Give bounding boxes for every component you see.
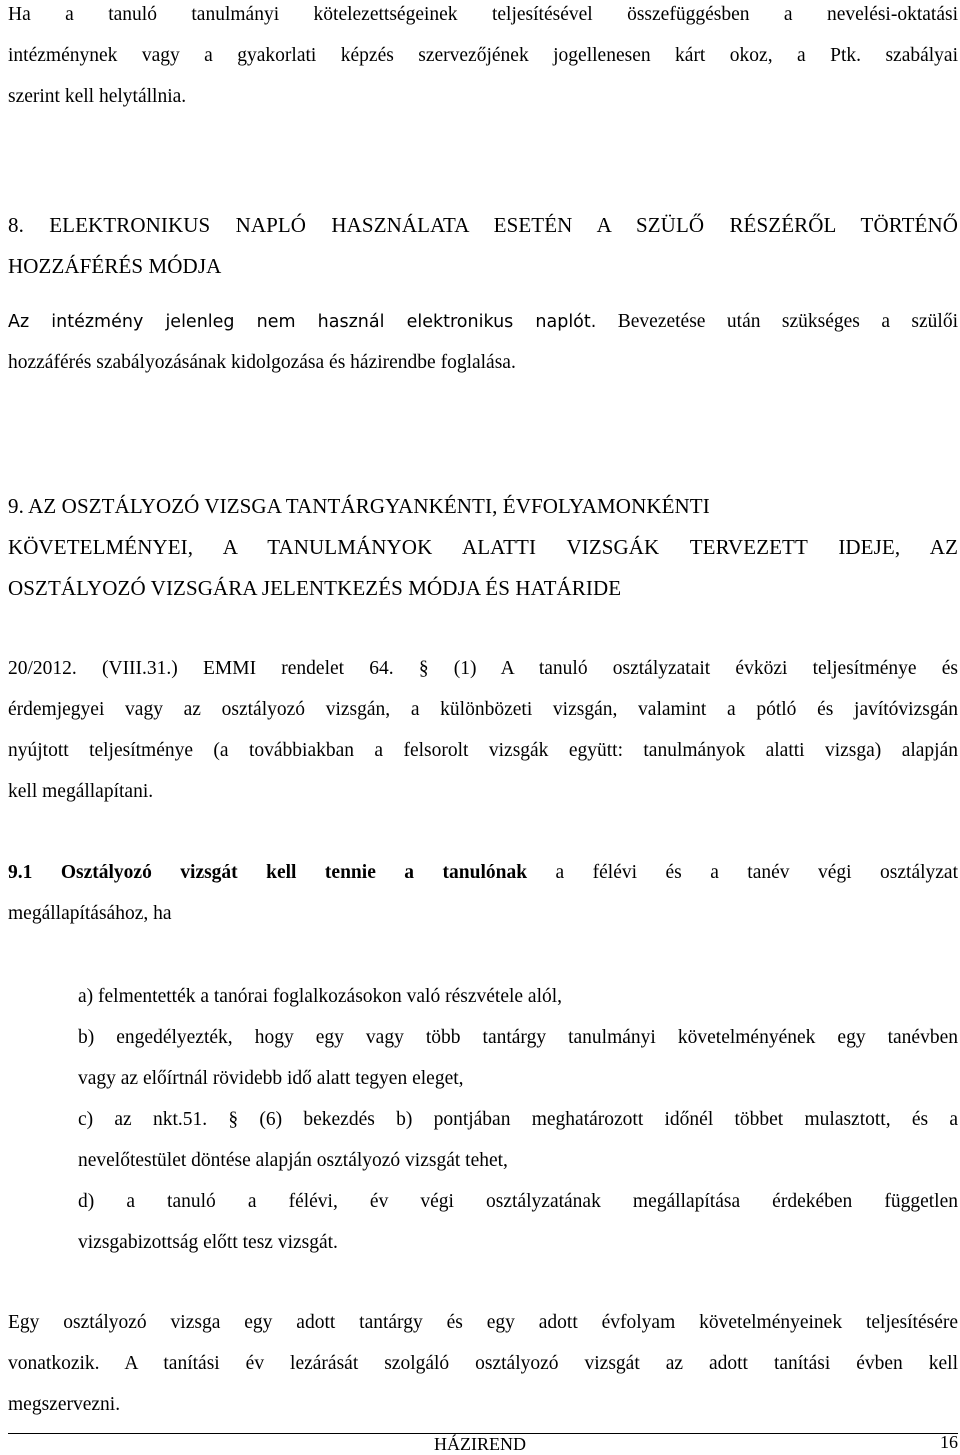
list-item-b: b) engedélyezték, hogy egy vagy több tantárgy tanulmányi követelményének egy tanévben: [78, 1027, 958, 1048]
heading-line: HOZZÁFÉRÉS MÓDJA: [8, 254, 222, 278]
paragraph-text: Bevezetése után szükséges a szülői: [596, 311, 959, 332]
heading-line: 8. ELEKTRONIKUS NAPLÓ HASZNÁLATA ESETÉN A SZÜLŐ RÉSZÉRŐL TÖRTÉNŐ: [8, 213, 958, 237]
section-9-1-paragraph: [8, 852, 958, 934]
section-8-paragraph: [8, 301, 958, 383]
list-item-b-cont: vagy az előírtnál rövidebb idő alatt tegyen eleget,: [78, 1068, 464, 1089]
intro-line: Ha a tanuló tanulmányi kötelezettségeinek teljesítésével összefüggésben a nevelési-oktatási: [8, 4, 958, 25]
paragraph-line: [8, 301, 958, 342]
paragraph-line: megállapításához, ha: [8, 903, 172, 924]
intro-line: intézménynek vagy a gyakorlati képzés szervezőjének jogellenesen kárt okoz, a Ptk. szabályai: [8, 45, 958, 66]
section-9-1-bold-lead: 9.1 Osztályozó vizsgát kell tennie a tanulónak: [8, 862, 528, 883]
conditions-list: [78, 976, 958, 1263]
paragraph-line: 20/2012. (VIII.31.) EMMI rendelet 64. § (1) A tanuló osztályzatait évközi teljesítménye és: [8, 658, 958, 679]
heading-line: KÖVETELMÉNYEI, A TANULMÁNYOK ALATTI VIZSGÁK TERVEZETT IDEJE, AZ: [8, 535, 958, 559]
page-number: 16: [940, 1432, 958, 1452]
intro-paragraph: [8, 0, 958, 117]
paragraph-line: [8, 852, 958, 893]
paragraph-line: érdemjegyei vagy az osztályozó vizsgán, a különbözeti vizsgán, valamint a pótló és javítóvizsgán: [8, 699, 958, 720]
section-8-heading: [8, 205, 958, 287]
footer-title: HÁZIREND: [434, 1434, 526, 1454]
list-item-a: a) felmentették a tanórai foglalkozásokon való részvétele alól,: [78, 986, 563, 1007]
heading-line: 9. AZ OSZTÁLYOZÓ VIZSGA TANTÁRGYANKÉNTI, ÉVFOLYAMONKÉNTI: [8, 494, 710, 518]
paragraph-line: megszervezni.: [8, 1394, 121, 1415]
list-item-c: c) az nkt.51. § (6) bekezdés b) pontjában meghatározott időnél többet mulasztott, és a: [78, 1109, 958, 1130]
paragraph-line: nyújtott teljesítménye (a továbbiakban a felsorolt vizsgák együtt: tanulmányok alatti vizsga) alapján: [8, 740, 958, 761]
list-item-c-cont: nevelőtestület döntése alapján osztályozó vizsgát tehet,: [78, 1150, 508, 1171]
paragraph-line: vonatkozik. A tanítási év lezárását szolgáló osztályozó vizsgát az adott tanítási évben kell: [8, 1353, 958, 1374]
section-9-heading: [8, 486, 958, 609]
heading-line: OSZTÁLYOZÓ VIZSGÁRA JELENTKEZÉS MÓDJA ÉS HATÁRIDE: [8, 576, 622, 600]
list-item-d-cont: vizsgabizottság előtt tesz vizsgát.: [78, 1232, 338, 1253]
paragraph-text: a félévi és a tanév végi osztályzat: [527, 862, 958, 883]
paragraph-line: hozzáférés szabályozásának kidolgozása és házirendbe foglalása.: [8, 352, 516, 373]
list-item-d: d) a tanuló a félévi, év végi osztályzatának megállapítása érdekében független: [78, 1191, 958, 1212]
closing-paragraph: [8, 1302, 958, 1425]
section-9-paragraph: [8, 648, 958, 812]
intro-line: szerint kell helytállnia.: [8, 86, 187, 107]
paragraph-line: Egy osztályozó vizsga egy adott tantárgy és egy adott évfolyam követelményeinek teljesítésére: [8, 1312, 958, 1333]
paragraph-sans-text: Az intézmény jelenleg nem használ elektronikus naplót.: [8, 312, 597, 332]
paragraph-line: kell megállapítani.: [8, 781, 154, 802]
